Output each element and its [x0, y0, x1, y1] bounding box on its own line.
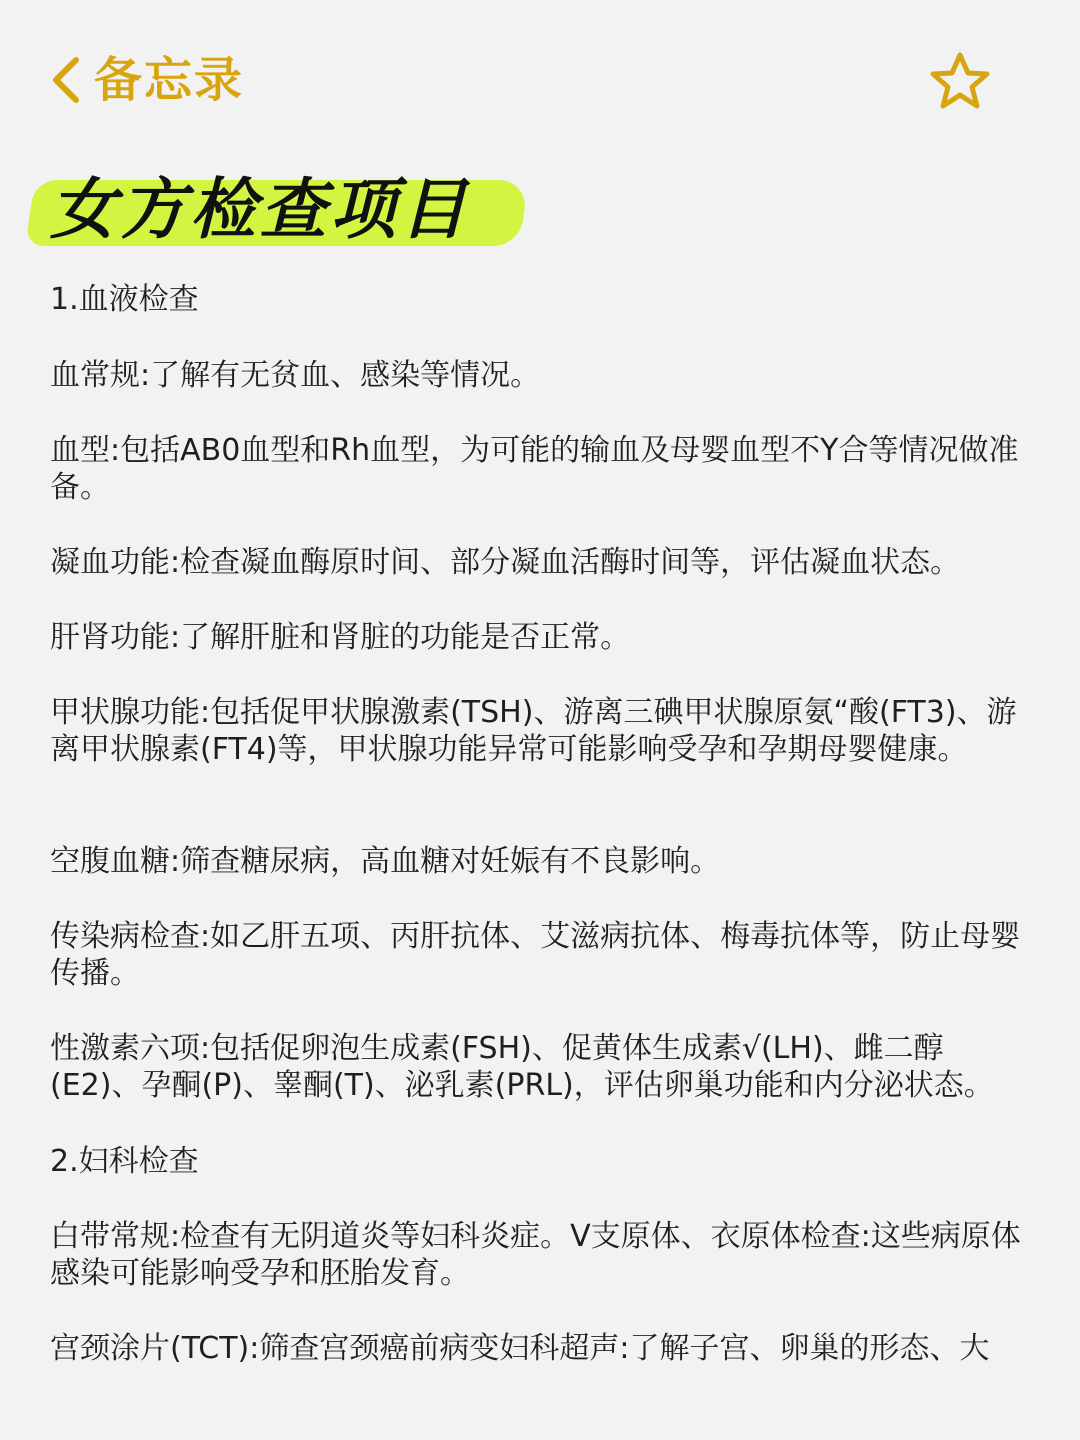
- note-paragraph-blood-type: 血型:包括AB0血型和Rh血型，为可能的输血及母婴血型不Y合等情况做准备。: [50, 433, 1019, 505]
- note-paragraph-blood-routine: 血常规:了解有无贫血、感染等情况。: [50, 358, 541, 393]
- note-paragraph-sex-hormones: 性激素六项:包括促卵泡生成素(FSH)、促黄体生成素√(LH)、雌二醇(E2)、孕酮(P)、睾酮(T)、泌乳素(PRL)，评估卵巢功能和内分泌状态。: [50, 1031, 994, 1103]
- note-paragraph-fasting-glucose: 空腹血糖:筛查糖尿病，高血糖对妊娠有不良影响。: [50, 844, 721, 879]
- note-paragraph-liver-kidney: 肝肾功能:了解肝脏和肾脏的功能是否正常。: [50, 620, 631, 655]
- note-paragraph-infectious: 传染病检查:如乙肝五项、丙肝抗体、艾滋病抗体、梅毒抗体等，防止母婴传播。: [50, 919, 1021, 991]
- note-paragraph-tct: 宫颈涂片(TCT):筛查宫颈癌前病变妇科超声:了解子宫、卵巢的形态、大: [50, 1331, 990, 1366]
- back-button-label: 备忘录: [94, 52, 245, 108]
- section-heading-blood: 1.血液检查: [50, 282, 199, 317]
- note-paragraph-coagulation: 凝血功能:检查凝血酶原时间、部分凝血活酶时间等，评估凝血状态。: [50, 545, 961, 580]
- page-title: 女方检查项目: [50, 171, 470, 248]
- section-heading-gynecology: 2.妇科检查: [50, 1144, 199, 1179]
- note-paragraph-leucorrhea: 白带常规:检查有无阴道炎等妇科炎症。V支原体、衣原体检查:这些病原体感染可能影响受孕和胚胎发育。: [50, 1219, 1021, 1291]
- note-paragraph-thyroid: 甲状腺功能:包括促甲状腺激素(TSH)、游离三碘甲状腺原氨“酸(FT3)、游离甲状腺素(FT4)等，甲状腺功能异常可能影响受孕和孕期母婴健康。: [50, 695, 1017, 767]
